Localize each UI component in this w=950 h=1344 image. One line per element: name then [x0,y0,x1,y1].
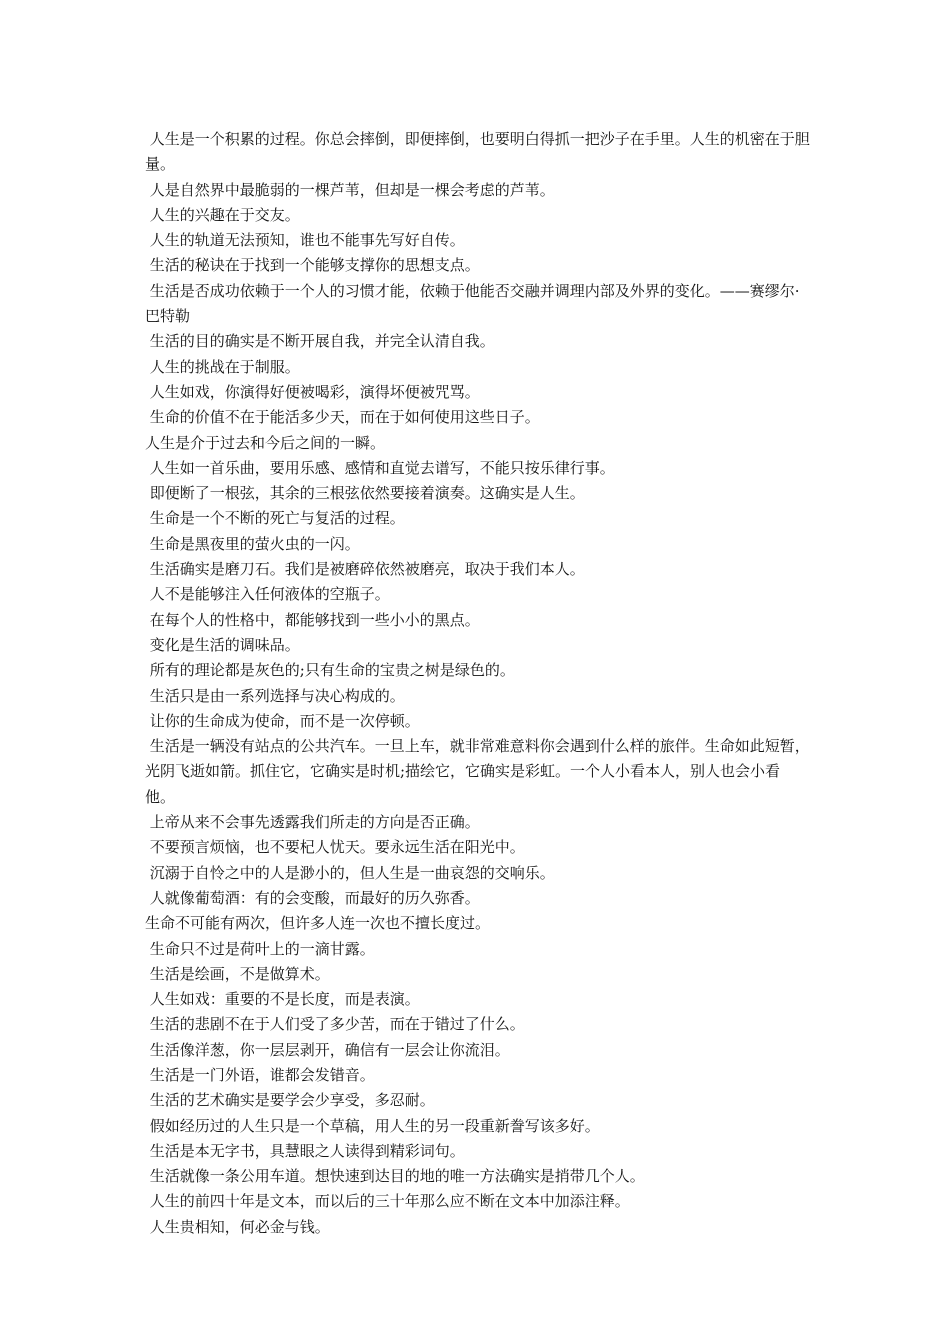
quote-line: 人就像葡萄酒：有的会变酸，而最好的历久弥香。 [145,888,480,907]
quote-line: 生命是一个不断的死亡与复活的过程。 [145,509,405,528]
quote-line: 人生是一个积累的过程。你总会摔倒，即便摔倒，也要明白得抓一把沙子在手里。人生的机密在于胆量。 [145,130,810,174]
quote-line: 不要预言烦恼，也不要杞人忧天。要永远生活在阳光中。 [145,838,525,857]
quote-line: 人生的轨道无法预知，谁也不能事先写好自传。 [145,231,465,250]
quote-line: 人生贵相知，何必金与钱。 [145,1217,330,1236]
quote-line: 让你的生命成为使命，而不是一次停顿。 [145,711,420,730]
quote-line: 人不是能够注入任何液体的空瓶子。 [145,585,390,604]
quote-line: 生命只不过是荷叶上的一滴甘露。 [145,939,375,958]
quote-line: 人生如戏，你演得好便被喝彩，演得坏便被咒骂。 [145,382,480,401]
quote-line: 生活只是由一系列选择与决心构成的。 [145,686,405,705]
quote-line: 变化是生活的调味品。 [145,635,300,654]
quote-line: 生活是一辆没有站点的公共汽车。一旦上车，就非常难意料你会遇到什么样的旅伴。生命如此短暂，光阴飞逝如箭。抓住它，它确实是时机;描绘它，它确实是彩虹。一个人小看本人，别人也会小看他。 [145,737,810,806]
quote-line: 沉溺于自怜之中的人是渺小的，但人生是一曲哀怨的交响乐。 [145,863,555,882]
quote-line: 上帝从来不会事先透露我们所走的方向是否正确。 [145,813,480,832]
quote-line: 生活是否成功依赖于一个人的习惯才能，依赖于他能否交融并调理内部及外界的变化。——赛缪尔·巴特勒 [145,281,800,326]
quote-line: 即便断了一根弦，其余的三根弦依然要接着演奏。这确实是人生。 [145,484,585,503]
quote-line: 生命的价值不在于能活多少天，而在于如何使用这些日子。 [145,408,540,427]
quote-line: 所有的理论都是灰色的;只有生命的宝贵之树是绿色的。 [145,661,515,680]
quote-line: 生活像洋葱，你一层层剥开，确信有一层会让你流泪。 [145,1040,510,1059]
quote-line: 生命是黑夜里的萤火虫的一闪。 [145,534,360,553]
quote-line: 生活的悲剧不在于人们受了多少苦，而在于错过了什么。 [145,1015,525,1034]
quote-line: 生活是绘画，不是做算术。 [145,964,330,983]
quote-line: 生活的艺术确实是要学会少享受，多忍耐。 [145,1091,435,1110]
quote-line: 人生如一首乐曲，要用乐感、感情和直觉去谱写，不能只按乐律行事。 [145,458,615,477]
quote-line: 生活是一门外语，谁都会发错音。 [145,1065,375,1084]
quote-line: 生活确实是磨刀石。我们是被磨碎依然被磨亮，取决于我们本人。 [145,560,585,579]
quote-line: 人生的兴趣在于交友。 [145,205,300,224]
quote-line: 生活的目的确实是不断开展自我，并完全认清自我。 [145,332,495,351]
quote-line: 在每个人的性格中，都能够找到一些小小的黑点。 [145,610,480,629]
quote-line: 生活是本无字书，具慧眼之人读得到精彩词句。 [145,1141,465,1160]
quote-line: 生活就像一条公用车道。想快速到达目的地的唯一方法确实是捎带几个人。 [145,1167,645,1186]
quote-line: 人生如戏：重要的不是长度，而是表演。 [145,990,420,1009]
quote-line: 人生是介于过去和今后之间的一瞬。 [145,433,386,452]
document-body [145,127,810,1240]
quote-line: 假如经历过的人生只是一个草稿，用人生的另一段重新誊写该多好。 [145,1116,600,1135]
quote-line: 生活的秘诀在于找到一个能够支撑你的思想支点。 [145,256,480,275]
quote-line: 生命不可能有两次，但许多人连一次也不擅长度过。 [145,914,491,933]
quote-line: 人生的挑战在于制服。 [145,357,300,376]
quote-line: 人是自然界中最脆弱的一棵芦苇，但却是一棵会考虑的芦苇。 [145,180,555,199]
quote-line: 人生的前四十年是文本，而以后的三十年那么应不断在文本中加添注释。 [145,1192,630,1211]
